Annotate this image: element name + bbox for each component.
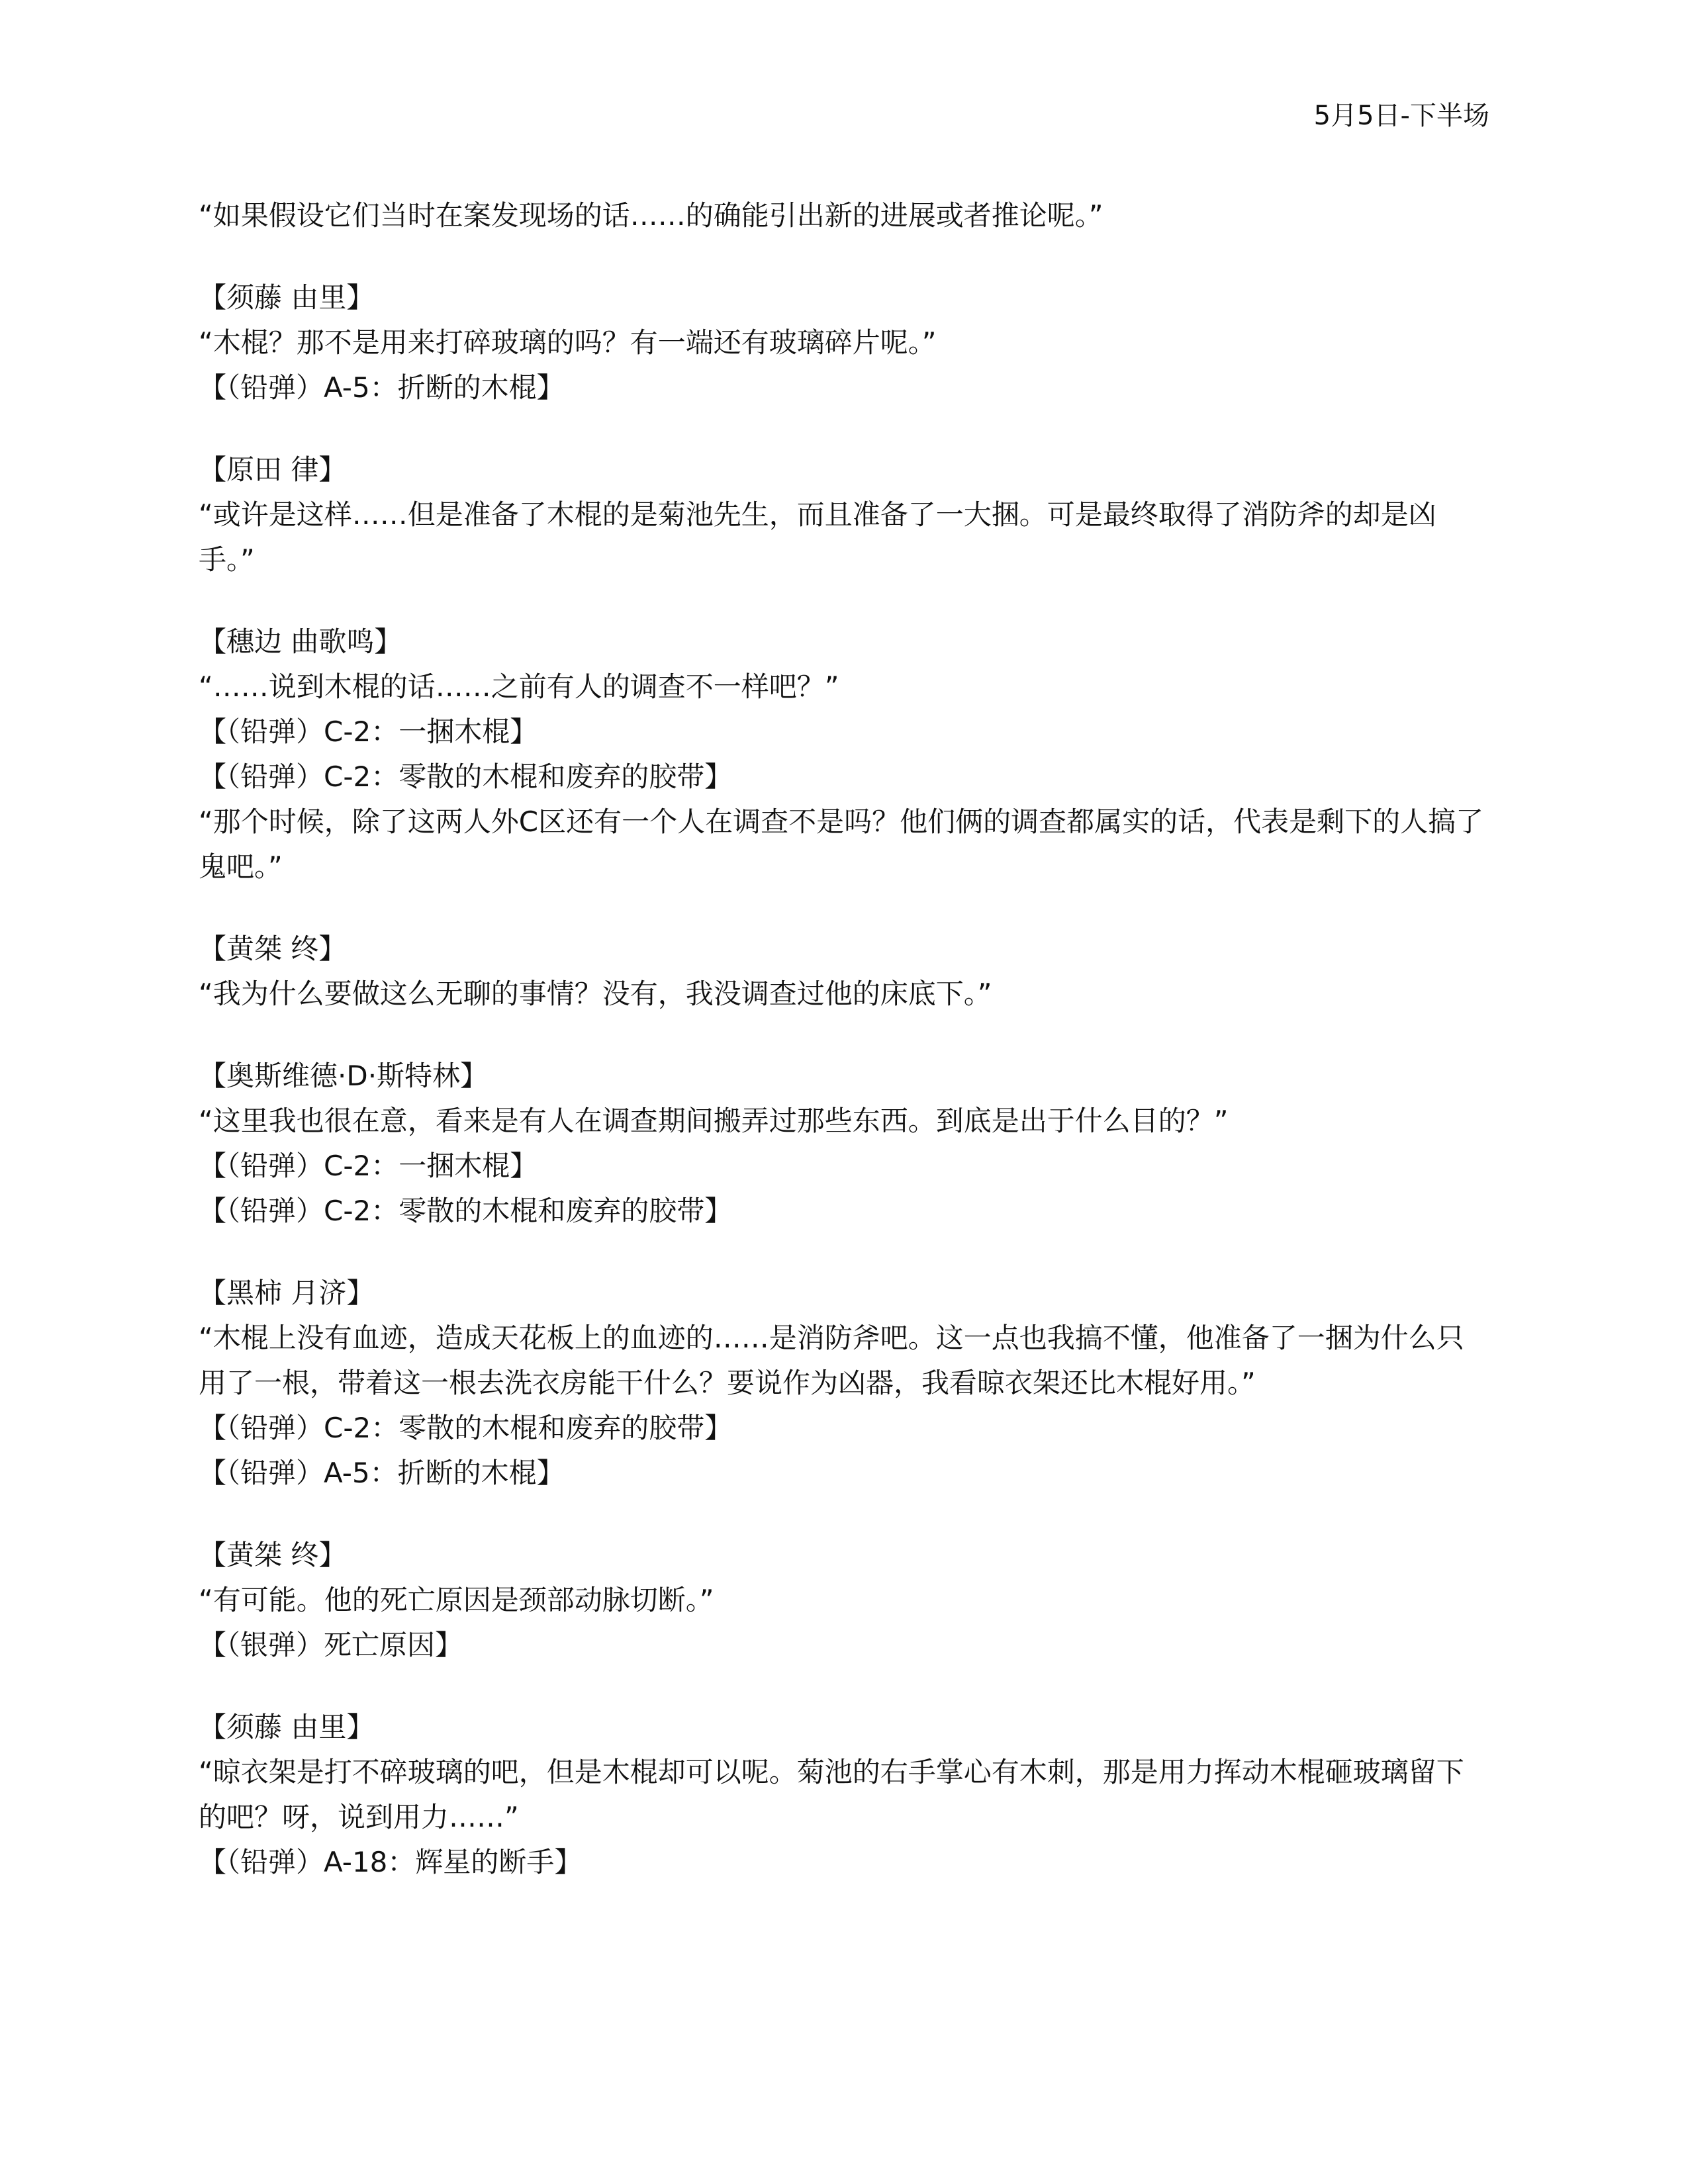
dialogue-line: “有可能。他的死亡原因是颈部动脉切断。” (199, 1584, 714, 1616)
dialogue-line: “木棍？那不是用来打碎玻璃的吗？有一端还有玻璃碎片呢。” (199, 326, 937, 359)
page-header-date: 5月5日-下半场 (1313, 101, 1489, 131)
dialogue-line: “如果假设它们当时在案发现场的话……的确能引出新的进展或者推论呢。” (199, 199, 1103, 232)
speaker-name: 【须藤 由里】 (199, 281, 375, 314)
evidence-reference: 【（铅弹）C-2：一捆木棍】 (199, 715, 538, 748)
dialogue-line: “……说到木棍的话……之前有人的调查不一样吧？” (199, 670, 839, 703)
evidence-reference: 【（铅弹）A-5：折断的木棍】 (199, 1457, 565, 1489)
speaker-name: 【奥斯维德·D·斯特林】 (199, 1060, 489, 1092)
evidence-reference: 【（铅弹）C-2：零散的木棍和废弃的胶带】 (199, 760, 733, 793)
speaker-name: 【黄桀 终】 (199, 933, 347, 965)
dialogue-line: “木棍上没有血迹，造成天花板上的血迹的……是消防斧吧。这一点也我搞不懂，他准备了一捆为什么只用了一根，带着这一根去洗衣房能干什么？要说作为凶器，我看晾衣架还比木棍好用。” (199, 1322, 1464, 1399)
dialogue-line: “或许是这样……但是准备了木棍的是菊池先生，而且准备了一大捆。可是最终取得了消防斧的却是凶手。” (199, 498, 1436, 576)
evidence-reference: 【（铅弹）C-2：零散的木棍和废弃的胶带】 (199, 1412, 733, 1444)
dialogue-block (199, 1054, 1489, 1234)
speaker-name: 【须藤 由里】 (199, 1711, 375, 1743)
evidence-reference: 【（铅弹）A-18：辉星的断手】 (199, 1846, 583, 1878)
dialogue-block (199, 619, 1489, 889)
dialogue-line: “我为什么要做这么无聊的事情？没有，我没调查过他的床底下。” (199, 978, 992, 1010)
dialogue-block (199, 275, 1489, 410)
dialogue-block (199, 1271, 1489, 1496)
speaker-name: 【黄桀 终】 (199, 1539, 347, 1571)
dialogue-line: “这里我也很在意，看来是有人在调查期间搬弄过那些东西。到底是出于什么目的？” (199, 1105, 1229, 1137)
evidence-reference: 【（铅弹）A-5：折断的木棍】 (199, 371, 565, 404)
evidence-reference: 【（银弹）死亡原因】 (199, 1629, 463, 1661)
dialogue-block (199, 1533, 1489, 1668)
dialogue-block (199, 193, 1489, 238)
evidence-reference: 【（铅弹）C-2：零散的木棍和废弃的胶带】 (199, 1195, 733, 1227)
transcript-body (199, 193, 1489, 1922)
dialogue-line: “那个时候，除了这两人外C区还有一个人在调查不是吗？他们俩的调查都属实的话，代表是剩下的人搞了鬼吧。” (199, 805, 1484, 883)
speaker-name: 【穗边 曲歌鸣】 (199, 625, 402, 658)
dialogue-line: “晾衣架是打不碎玻璃的吧，但是木棍却可以呢。菊池的右手掌心有木刺，那是用力挥动木棍砸玻璃留下的吧？呀，说到用力……” (199, 1756, 1464, 1833)
speaker-name: 【黑柿 月济】 (199, 1277, 375, 1309)
dialogue-block (199, 447, 1489, 582)
dialogue-block (199, 1705, 1489, 1885)
speaker-name: 【原田 律】 (199, 453, 347, 486)
evidence-reference: 【（铅弹）C-2：一捆木棍】 (199, 1150, 538, 1182)
dialogue-block (199, 927, 1489, 1017)
